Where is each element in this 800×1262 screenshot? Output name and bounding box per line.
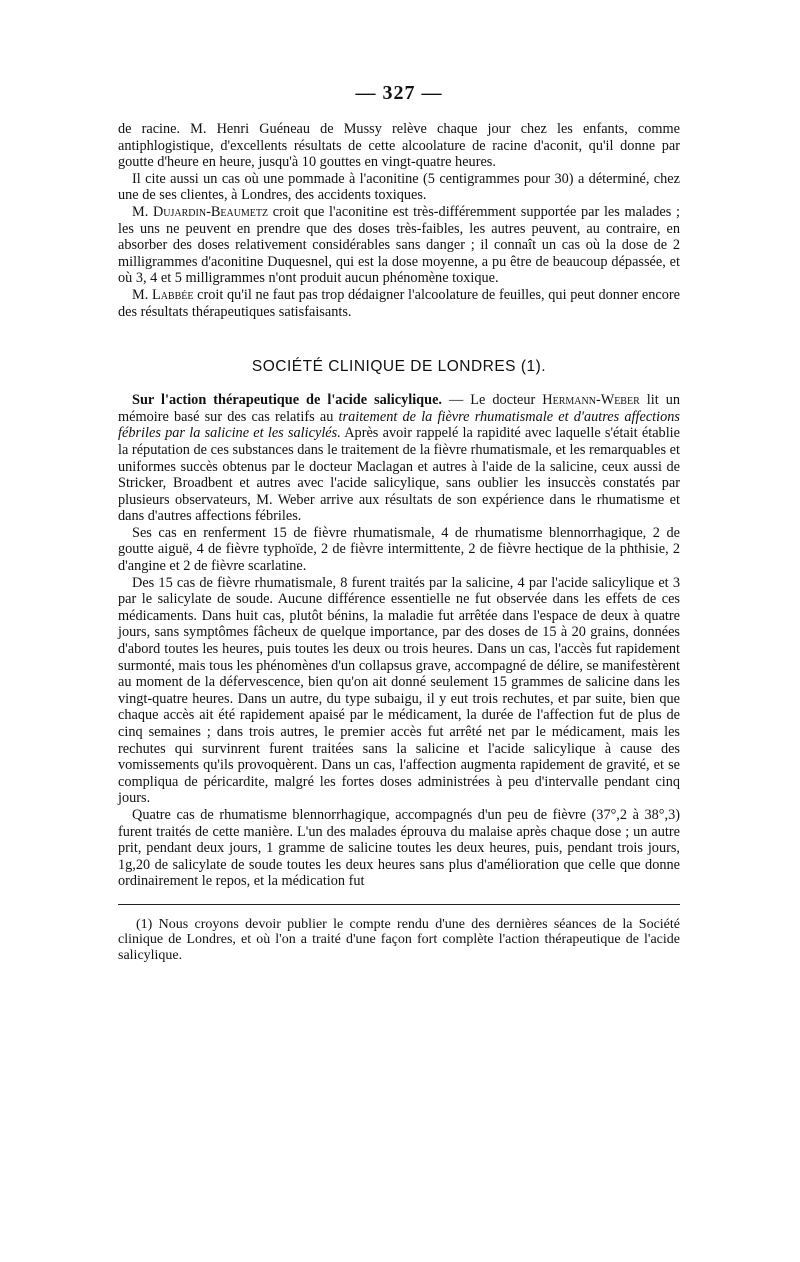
article-dash: — Le docteur: [442, 392, 543, 409]
dujardin-prefix: M.: [132, 203, 153, 220]
paragraph-blennorrhagique: Quatre cas de rhumatisme blennorrhagique, accompagnés d'un peu de fièvre (37°,2 à 38°,3) furent traités de cette manière. L'un des malades éprouva du malaise après chaque dose ; un autre prit, pendant deux jours, 1 gramme de salicine toutes les deux heures, puis, pendant trois jours, 1g,20 de salicylate de soude toutes les deux heures sans plus d'amélioration que celle que donne ordinairement le repos, et la médication fut: [118, 806, 680, 890]
footnote-text: (1) Nous croyons devoir publier le compte rendu d'une des dernières séances de la Société clinique de Londres, et où l'on a traité d'une façon fort complète l'action thérapeutique de l'acide salicylique.: [118, 916, 680, 963]
footnote-rule: [118, 904, 680, 905]
labbee-text: croit qu'il ne faut pas trop dédaigner l'alcoolature de feuilles, qui peut donner encore des résultats thérapeutiques satisfaisants.: [118, 286, 680, 320]
paragraph-pommade: Il cite aussi un cas où une pommade à l'aconitine (5 centigrammes pour 30) a déterminé, chez une de ses clientes, à Londres, des accidents toxiques.: [118, 170, 680, 204]
article-heading: Sur l'action thérapeutique de l'acide salicylique.: [132, 392, 442, 409]
paragraph-salicylique: [118, 392, 680, 525]
article-author: Hermann-Weber: [542, 392, 640, 409]
paragraph-guéneau: de racine. M. Henri Guéneau de Mussy relève chaque jour chez les enfants, comme antiphlogistique, d'excellents résultats de cette alcoolature de racine d'aconit, qu'il donne par goutte d'heure en heure, jusqu'à 10 gouttes en vingt-quatre heures.: [118, 121, 680, 171]
dujardin-text: croit que l'aconitine est très-différemment supportée par les malades ; les uns ne peuvent en prendre que des doses très-faibles, les autres peuvent, au contraire, en absorber des doses relativement considérables sans danger ; il connaît un cas où la dose de 2 milligrammes d'aconitine Duquesnel, qui est la dose moyenne, a pu être de beaucoup dépassée, et où 3, 4 et 5 milligrammes n'ont produit aucun phénomène toxique.: [118, 203, 680, 287]
article-mid: lit un mémoire basé sur des cas relatifs au: [118, 392, 680, 425]
paragraph-cases: Ses cas en renferment 15 de fièvre rhumatismale, 4 de rhumatisme blennorrhagique, 2 de goutte aiguë, 4 de fièvre typhoïde, 2 de fièvre intermittente, 2 de fièvre hectique de la phthisie, 2 d'angine et 2 de fièvre scarlatine.: [118, 524, 680, 575]
dujardin-name: Dujardin-Beaumetz: [152, 203, 269, 220]
section-title: SOCIÉTÉ CLINIQUE DE LONDRES (1).: [251, 358, 547, 376]
page: [118, 82, 680, 963]
article-text: Après avoir rappelé la rapidité avec laquelle s'était établie la réputation de ces substances dans le traitement de la fièvre rhumatismale, et les remarquables et uniformes succès obtenus par le docteur Maclagan et autres à l'aide de la salicine, ceux aussi de Stricker, Broadbent et autres avec l'acide salicylique, sans oublier les insuccès constatés par plusieurs observateurs, M. Weber arrive aux résultats de son expérience dans le rhumatisme et dans d'autres affections fébriles.: [118, 425, 680, 525]
paragraph-rhumatismale: Des 15 cas de fièvre rhumatismale, 8 furent traités par la salicine, 4 par l'acide salicylique et 3 par le salicylate de soude. Aucune différence essentielle ne fut observée dans les effets de ces médicaments. Dans huit cas, plutôt bénins, la maladie fut arrêtée dans l'espace de deux à quatre jours, sans symptômes fâcheux de quelque importance, par des doses de 15 à 20 grains, données d'abord toutes les heures, puis toutes les deux ou trois heures. Dans un cas, l'accès fut rapidement surmonté, mais tous les phénomènes d'un collapsus grave, accompagné de délire, se manifestèrent au moment de la défervescence, bien qu'on ait donné seulement 15 grammes de salicine dans les vingt-quatre heures. Dans un autre, du type subaigu, il y eut trois rechutes, et par suite, bien que chaque accès ait été rapidement apaisé par le médicament, la durée de l'affection fut de plus de cinq semaines ; dans trois autres, le premier accès fut arrêté net par le médicament, mais les rechutes qui survinrent furent traitées sans la salicine et l'acide salicylique à cause des vomissements qu'ils provoquèrent. Dans un cas, l'affection augmenta rapidement de gravité, et se compliqua de péricardite, malgré les fortes doses administrées à peu d'intervalle pendant cinq jours.: [118, 574, 680, 807]
page-number: — 327 —: [355, 82, 443, 104]
paragraph-dujardin: [118, 204, 680, 287]
footnote: [118, 917, 680, 964]
paragraph-labbee: [118, 287, 680, 320]
labbee-name: Labbée: [151, 286, 194, 303]
article-title: traitement de la fièvre rhumatismale et d'autres affections fébriles par la salicine et les salicylés.: [118, 408, 680, 442]
labbee-prefix: M.: [132, 286, 152, 303]
